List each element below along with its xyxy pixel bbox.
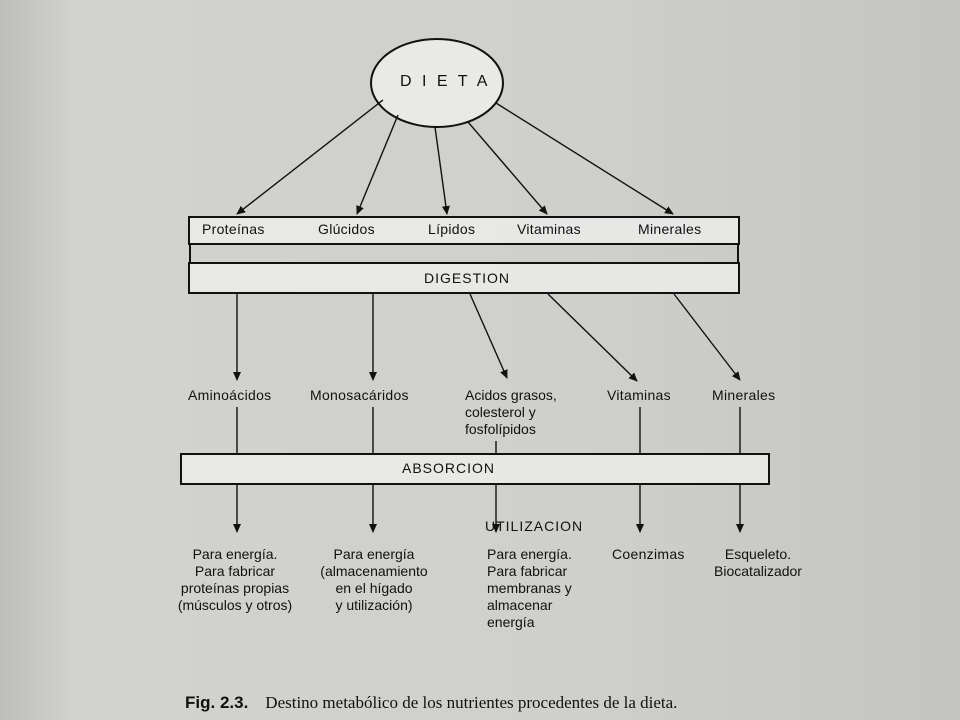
nutrient-lipidos: Lípidos [428,221,476,237]
use-vitamins: Coenzimas [612,546,685,562]
product-aminoacidos: Aminoácidos [188,387,272,403]
dieta-label: D I E T A [400,73,491,90]
figure-caption-label: Fig. 2.3. [185,693,249,712]
figure-caption [185,693,677,713]
use-proteins: Para energía. Para fabricar proteínas propias (músculos y otros) [177,546,293,613]
digestion-label: DIGESTION [424,270,511,286]
arrow-dig-lipidos [470,294,507,378]
product-lipidos: Acidos grasos, colesterol y fosfolípidos [465,387,557,437]
figure-caption-text: Destino metabólico de los nutrientes procedentes de la dieta. [265,693,678,712]
arrow-dieta-lipidos [435,127,447,214]
nutrient-glucidos: Glúcidos [318,221,375,237]
use-carbs: Para energía (almacenamiento en el hígado y utilización) [320,546,428,613]
utilization-label: UTILIZACION [485,518,584,534]
arrow-dig-minerales [674,294,740,380]
product-minerales: Minerales [712,387,776,403]
product-vitaminas: Vitaminas [607,387,671,403]
arrow-dieta-glucidos [357,115,398,214]
use-lipids: Para energía. Para fabricar membranas y almacenar energía [487,546,572,630]
arrow-dieta-minerales [496,103,673,214]
nutrient-proteinas: Proteínas [202,221,265,237]
absorption-label: ABSORCION [402,460,496,476]
arrow-dieta-vitaminas [468,122,547,214]
arrow-dig-vitaminas [548,294,637,381]
nutrient-vitaminas: Vitaminas [517,221,581,237]
product-monosacaridos: Monosacáridos [310,387,409,403]
nutrient-minerales: Minerales [638,221,702,237]
use-minerals: Esqueleto. Biocatalizador [714,546,802,579]
arrow-dieta-proteinas [237,100,383,214]
